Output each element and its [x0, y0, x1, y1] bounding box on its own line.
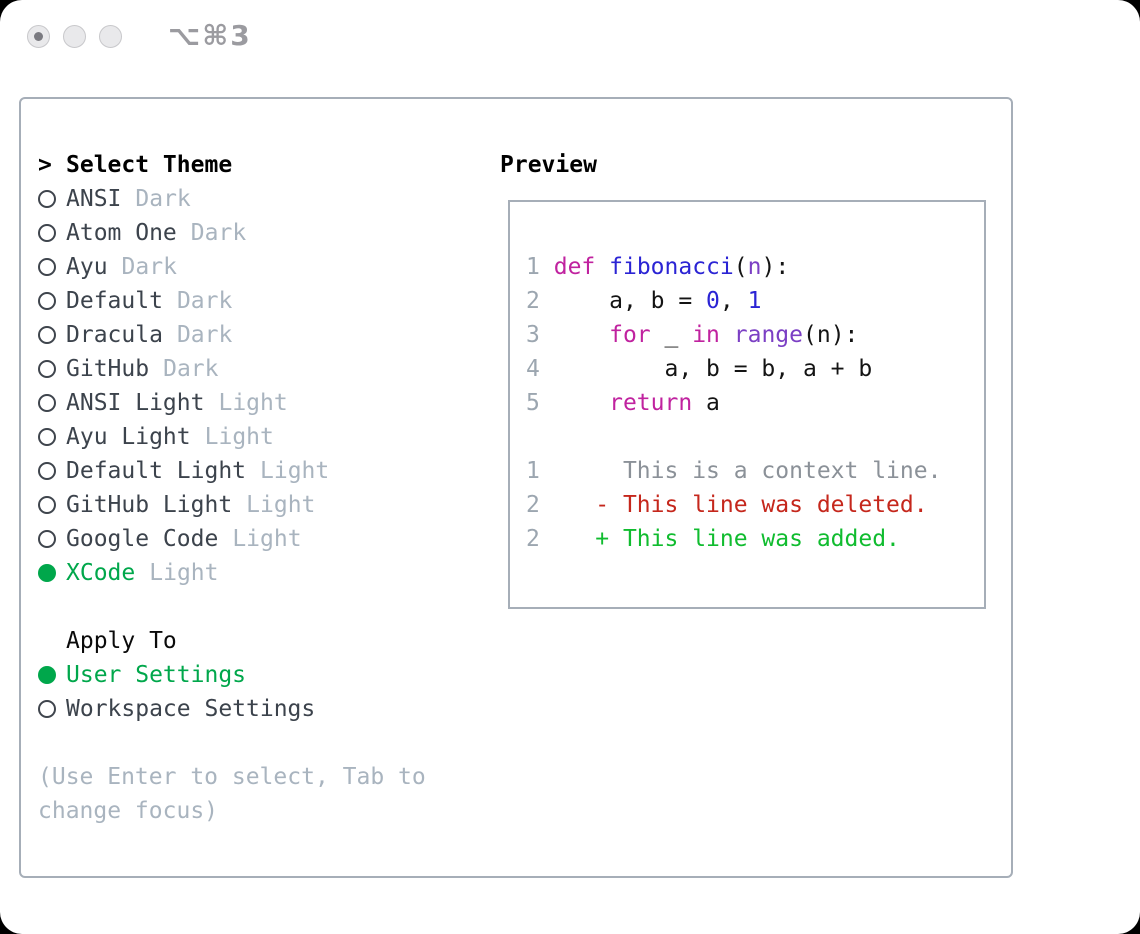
theme-name: Dracula — [66, 322, 163, 348]
theme-name: ANSI Light — [66, 390, 205, 416]
line-number: 5 — [526, 390, 540, 416]
line-number: 2 — [526, 288, 540, 314]
help-text — [38, 760, 488, 828]
radio-icon — [38, 360, 56, 378]
prompt-arrow-icon: > — [38, 152, 52, 178]
theme-option-ansi[interactable] — [38, 182, 488, 216]
select-theme-header — [38, 148, 488, 182]
radio-icon — [38, 258, 56, 276]
radio-icon — [38, 428, 56, 446]
theme-variant-tag: Light — [218, 390, 288, 416]
theme-variant-tag: Dark — [176, 322, 233, 348]
theme-name: Ayu Light — [66, 424, 191, 450]
preview-box — [508, 200, 986, 609]
radio-icon — [38, 292, 56, 310]
theme-variant-tag: Light — [204, 424, 274, 450]
radio-selected-icon — [38, 564, 56, 582]
theme-option-ayu-light[interactable] — [38, 420, 488, 454]
radio-icon — [38, 496, 56, 514]
theme-variant-tag: Dark — [135, 186, 191, 212]
theme-variant-tag: Light — [149, 560, 219, 586]
code-line: 5 return a — [526, 390, 720, 416]
theme-variant-tag: Light — [232, 526, 302, 552]
theme-variant-tag: Dark — [176, 288, 233, 314]
theme-name: Ayu — [66, 254, 108, 280]
theme-option-google-code[interactable] — [38, 522, 488, 556]
theme-option-atom-one[interactable] — [38, 216, 488, 250]
line-number: 1 — [526, 458, 540, 484]
select-theme-title: Select Theme — [66, 152, 233, 178]
apply-to-list — [38, 658, 488, 726]
theme-variant-tag: Dark — [121, 254, 177, 280]
radio-icon — [38, 462, 56, 480]
theme-variant-tag: Dark — [163, 356, 219, 382]
diff-lines — [526, 454, 984, 556]
theme-column — [38, 148, 488, 828]
theme-name: Atom One — [66, 220, 177, 246]
help-line-1: (Use Enter to select, Tab to — [38, 764, 426, 790]
theme-option-default[interactable] — [38, 284, 488, 318]
theme-name: Default — [66, 288, 163, 314]
apply-option-workspace-settings[interactable] — [38, 692, 488, 726]
minimize-button[interactable] — [63, 25, 86, 48]
radio-icon — [38, 190, 56, 208]
theme-option-xcode[interactable] — [38, 556, 488, 590]
radio-icon — [38, 224, 56, 242]
theme-option-github-light[interactable] — [38, 488, 488, 522]
theme-name: ANSI — [66, 186, 122, 212]
theme-list — [38, 182, 488, 590]
maximize-button[interactable] — [99, 25, 122, 48]
line-number: 2 — [526, 492, 540, 518]
theme-variant-tag: Light — [260, 458, 330, 484]
radio-icon — [38, 530, 56, 548]
code-line: 1 def fibonacci ( n ): — [526, 254, 790, 280]
active-dot-icon — [34, 32, 43, 41]
diff-line: 1 This is a context line. — [526, 458, 942, 484]
theme-name: GitHub Light — [66, 492, 233, 518]
theme-option-default-light[interactable] — [38, 454, 488, 488]
code-lines — [526, 250, 984, 420]
traffic-lights — [27, 25, 135, 48]
radio-icon — [38, 326, 56, 344]
theme-variant-tag: Dark — [190, 220, 247, 246]
theme-selector-panel — [19, 97, 1013, 878]
preview-title: Preview — [500, 152, 597, 178]
keyboard-shortcut-label: ⌥⌘3 — [168, 19, 252, 52]
diff-line: 2 + This line was added. — [526, 526, 900, 552]
line-number: 4 — [526, 356, 540, 382]
theme-name: XCode — [66, 560, 136, 586]
theme-option-github[interactable] — [38, 352, 488, 386]
code-line: 2 a, b = 0 , 1 — [526, 288, 762, 314]
code-line: 3 for _ in range (n): — [526, 322, 859, 348]
diff-line: 2 - This line was deleted. — [526, 492, 928, 518]
close-button[interactable] — [27, 25, 50, 48]
radio-icon — [38, 394, 56, 412]
radio-selected-icon — [38, 666, 56, 684]
theme-name: Google Code — [66, 526, 219, 552]
theme-option-ayu[interactable] — [38, 250, 488, 284]
theme-variant-tag: Light — [246, 492, 316, 518]
code-preview — [510, 202, 984, 556]
preview-header — [500, 148, 597, 182]
apply-to-header — [38, 624, 488, 658]
theme-name: GitHub — [66, 356, 150, 382]
theme-name: Default Light — [66, 458, 247, 484]
radio-icon — [38, 700, 56, 718]
line-number: 2 — [526, 526, 540, 552]
theme-option-ansi-light[interactable] — [38, 386, 488, 420]
apply-option-label: Workspace Settings — [66, 696, 316, 722]
line-number: 1 — [526, 254, 540, 280]
help-line-2: change focus) — [38, 798, 219, 824]
apply-option-label: User Settings — [66, 662, 247, 688]
line-number: 3 — [526, 322, 540, 348]
code-line: 4 a, b = b, a + b — [526, 356, 873, 382]
apply-to-title: Apply To — [66, 628, 177, 654]
theme-option-dracula[interactable] — [38, 318, 488, 352]
apply-option-user-settings[interactable] — [38, 658, 488, 692]
